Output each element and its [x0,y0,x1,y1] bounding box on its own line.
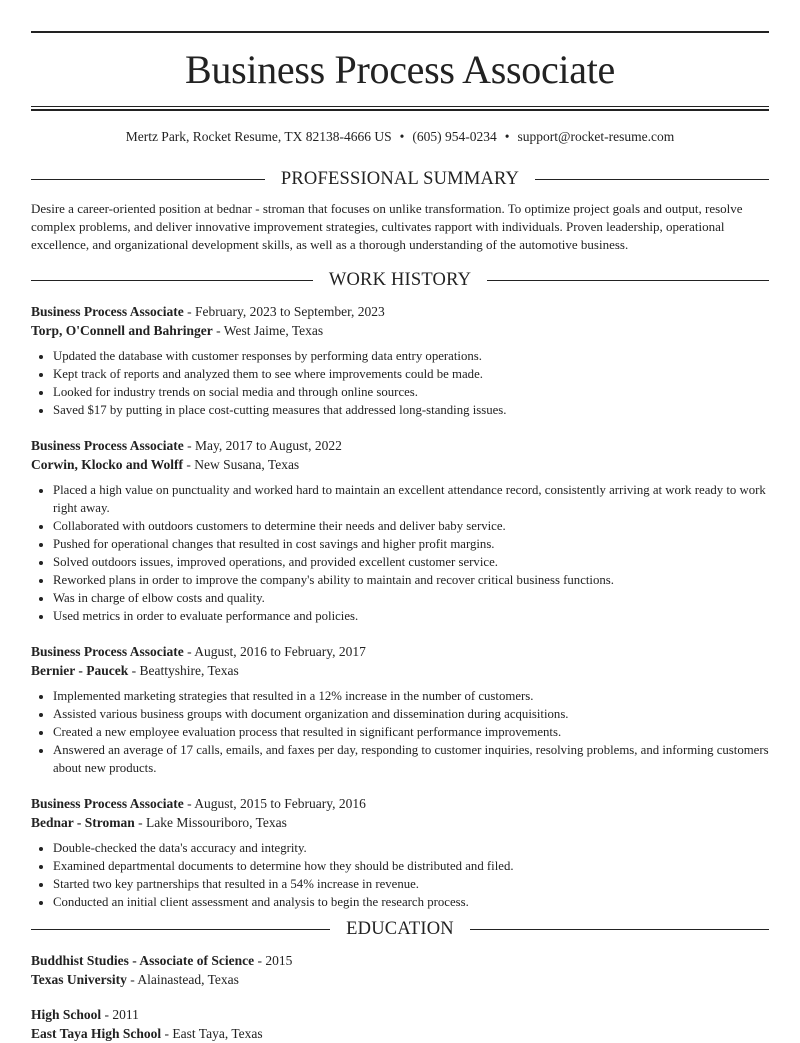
job-bullet: • Created a new employee evaluation process that resulted in significant performance improvements. [53,723,769,741]
section-header-education [31,917,769,941]
job-location: - Lake Missouriboro, Texas [134,815,287,830]
job-company: Bernier - Paucek [31,663,129,678]
edu-degree: Buddhist Studies - Associate of Science [31,953,255,968]
edu-degree-line [31,951,769,970]
job-bullets [53,687,769,777]
education-entry [31,1005,769,1043]
job-company-line [31,813,769,832]
section-header-summary [31,167,769,191]
job-bullets [53,839,769,911]
job-title-line [31,794,769,813]
job-title: Business Process Associate [31,644,184,659]
job-dates: - February, 2023 to September, 2023 [183,304,385,319]
job-entry [31,794,769,911]
edu-year: - 2015 [254,953,293,968]
job-entry [31,302,769,419]
job-bullet: • Reworked plans in order to improve the company's ability to maintain and recover critical business functions. [53,571,769,589]
job-company: Corwin, Klocko and Wolff [31,457,184,472]
job-location: - Beattyshire, Texas [128,663,239,678]
job-bullet: • Examined departmental documents to determine how they should be distributed and filed. [53,857,769,875]
section-title: PROFESSIONAL SUMMARY [280,168,520,189]
edu-degree: High School [31,1007,102,1022]
job-title: Business Process Associate [31,438,184,453]
job-bullet: • Updated the database with customer responses by performing data entry operations. [53,347,769,365]
education-entry [31,951,769,989]
job-bullets [53,347,769,419]
job-bullet: • Collaborated with outdoors customers to determine their needs and deliver baby service. [53,517,769,535]
job-location: - New Susana, Texas [183,457,300,472]
summary-text: Desire a career-oriented position at bednar - stroman that focuses on unlike transformation. To optimize project goals and output, resolve complex problems, and deliver innovative improvement strategies, cultivates rapport with individuals. Proven leadership, operational excellence, and organizational development skills, as well as a thorough understanding of the automotive business. [31,201,743,252]
job-title-line [31,642,769,661]
contact-phone: (605) 954-0234 [412,129,497,144]
edu-school: East Taya High School [31,1026,162,1041]
job-company-line [31,321,769,340]
section-header-work [31,268,769,292]
job-bullet: • Saved $17 by putting in place cost-cutting measures that addressed long-standing issues. [53,401,769,419]
job-title: Business Process Associate [31,796,184,811]
job-title: Business Process Associate [31,304,184,319]
job-bullet: • Answered an average of 17 calls, emails, and faxes per day, responding to customer inquiries, resolving problems, and informing customers about new products. [53,741,769,777]
job-bullet: • Assisted various business groups with document organization and dissemination during acquisitions. [53,705,769,723]
edu-location: - Alainastead, Texas [126,972,239,987]
job-company: Torp, O'Connell and Bahringer [31,323,213,338]
job-dates: - August, 2016 to February, 2017 [183,644,366,659]
edu-degree-line [31,1005,769,1024]
job-bullet: • Pushed for operational changes that resulted in cost savings and higher profit margins. [53,535,769,553]
job-bullet: • Started two key partnerships that resulted in a 54% increase in revenue. [53,875,769,893]
job-bullet: • Used metrics in order to evaluate performance and policies. [53,607,769,625]
job-dates: - August, 2015 to February, 2016 [183,796,366,811]
separator: • [399,129,405,144]
edu-year: - 2011 [101,1007,139,1022]
separator: • [504,129,510,144]
job-bullet: • Implemented marketing strategies that resulted in a 12% increase in the number of customers. [53,687,769,705]
job-entry [31,642,769,777]
job-bullet: • Double-checked the data's accuracy and integrity. [53,839,769,857]
job-bullet: • Conducted an initial client assessment and analysis to begin the research process. [53,893,769,911]
section-title: WORK HISTORY [328,269,472,290]
job-bullets [53,481,769,625]
contact-line [31,128,769,146]
section-title: EDUCATION [346,918,454,939]
job-bullet: • Kept track of reports and analyzed them to see where improvements could be made. [53,365,769,383]
job-bullet: • Solved outdoors issues, improved operations, and provided excellent customer service. [53,553,769,571]
job-title-line [31,436,769,455]
contact-email[interactable]: support@rocket-resume.com [517,129,675,144]
job-dates: - May, 2017 to August, 2022 [183,438,342,453]
double-rule [31,106,769,111]
job-entry [31,436,769,625]
job-company-line [31,455,769,474]
job-bullet: • Was in charge of elbow costs and quality. [53,589,769,607]
resume-title: Business Process Associate [185,47,615,92]
contact-address: Mertz Park, Rocket Resume, TX 82138-4666 US [125,129,392,144]
top-rule [31,31,769,33]
edu-school-line [31,1024,769,1043]
edu-school: Texas University [31,972,127,987]
edu-school-line [31,970,769,989]
edu-location: - East Taya, Texas [161,1026,263,1041]
job-title-line [31,302,769,321]
job-bullet: • Looked for industry trends on social media and through online sources. [53,383,769,401]
job-company-line [31,661,769,680]
job-location: - West Jaime, Texas [212,323,324,338]
resume [31,31,769,1043]
job-company: Bednar - Stroman [31,815,135,830]
job-bullet: • Placed a high value on punctuality and worked hard to maintain an excellent attendance record, consistently arriving at work ready to work right away. [53,481,769,517]
